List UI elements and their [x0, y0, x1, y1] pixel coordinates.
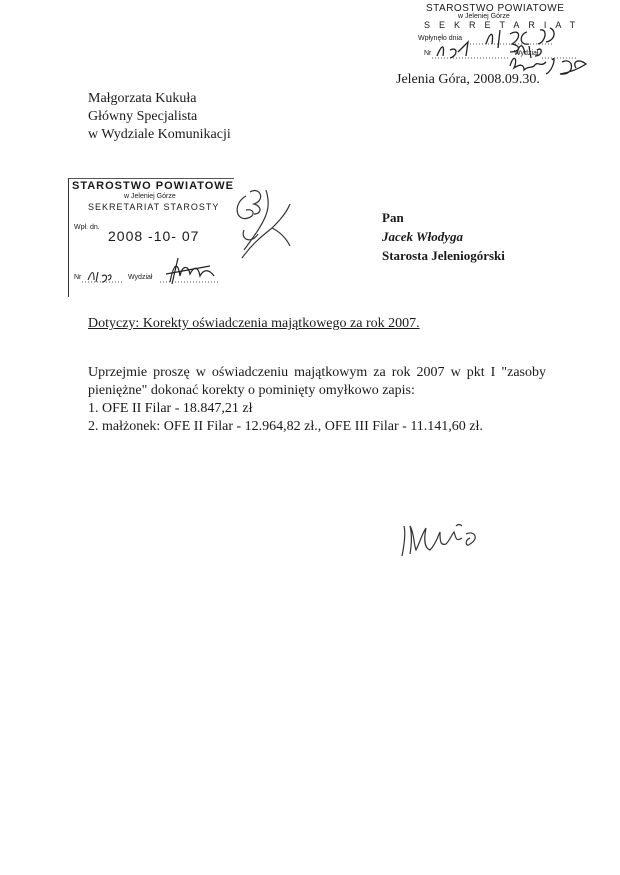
stamp-handwriting — [68, 178, 236, 298]
stamp-top-right — [392, 0, 592, 70]
stamp-date-label: Wpł. dn. — [74, 224, 100, 231]
body-paragraph: Uprzejmie proszę w oświadczeniu majątkowym za rok 2007 w pkt I "zasoby pieniężne" dokonać korekty o pominięty omyłkowo zapis: — [88, 365, 546, 398]
stamp-nr-label: Nr — [424, 50, 432, 57]
correction-list — [88, 400, 483, 436]
stamp-office-city: w Jeleniej Górze — [458, 13, 510, 20]
stamp-nr-label: Nr — [74, 274, 82, 281]
margin-handwriting — [232, 186, 296, 266]
stamp-wydzial-label: Wydział — [128, 274, 153, 281]
list-item: 1. OFE II Filar - 18.847,21 zł — [88, 401, 253, 416]
recipient-block — [382, 208, 505, 265]
stamp-office-city: w Jeleniej Górze — [124, 193, 176, 200]
stamp-office-name: STAROSTWO POWIATOWE — [72, 180, 234, 192]
stamp-received-label: Wpłynęło dnia — [418, 35, 462, 42]
recipient-title: Starosta Jeleniogórski — [382, 248, 505, 263]
stamp-office-name: STAROSTWO POWIATOWE — [426, 3, 565, 14]
stamp-left — [68, 178, 236, 298]
stamp-dept: SEKRETARIAT — [424, 20, 585, 30]
sender-unit: w Wydziale Komunikacji — [88, 127, 231, 142]
sender-name: Małgorzata Kukuła — [88, 91, 197, 106]
stamp-wydzial-label: Wydział — [514, 50, 539, 57]
sender-block — [88, 90, 231, 144]
recipient-salutation: Pan — [382, 210, 404, 225]
stamp-dept: SEKRETARIAT STAROSTY — [88, 202, 220, 212]
list-item: 2. małżonek: OFE II Filar - 12.964,82 zł., OFE III Filar - 11.141,60 zł. — [88, 419, 483, 434]
signature — [396, 520, 496, 564]
recipient-name: Jacek Włodyga — [382, 229, 463, 244]
place-and-date: Jelenia Góra, 2008.09.30. — [396, 72, 540, 87]
stamp-handwriting — [392, 0, 592, 80]
stamp-date-value: 2008 -10- 07 — [108, 228, 200, 244]
sender-title: Główny Specjalista — [88, 109, 198, 124]
subject-line: Dotyczy: Korekty oświadczenia majątkowego za rok 2007. — [88, 316, 420, 331]
